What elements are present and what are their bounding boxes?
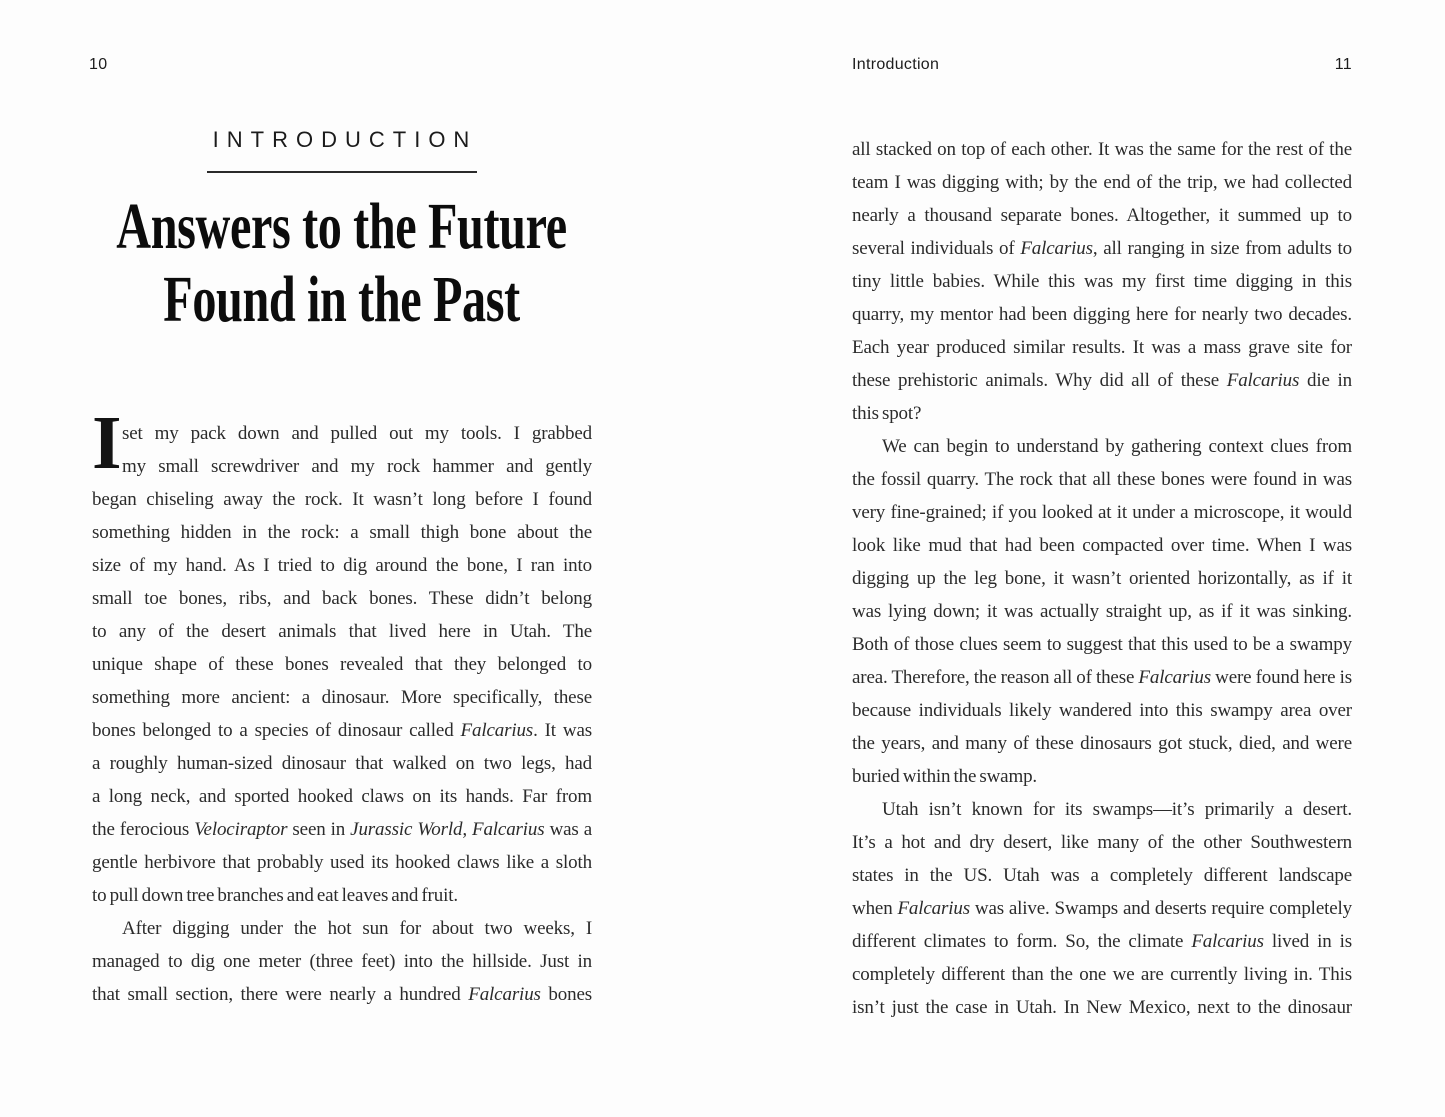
text-line xyxy=(852,430,1352,463)
text-line xyxy=(852,892,1352,925)
text-line xyxy=(852,529,1352,562)
body-text: bones xyxy=(540,984,592,1005)
text-line xyxy=(852,661,1352,694)
body-text: buried within the swamp. xyxy=(852,766,1038,787)
text-line xyxy=(92,846,592,879)
body-text: lived in is xyxy=(1263,931,1352,952)
text-line xyxy=(852,133,1352,166)
body-text: different climates to form. So, the climate xyxy=(852,931,1192,952)
body-text: It’s a hot and dry desert, like many of the other Southwestern xyxy=(852,832,1352,853)
text-line xyxy=(852,331,1352,364)
body-text: Each year produced similar results. It was a mass grave site for xyxy=(852,337,1352,358)
text-line xyxy=(92,615,592,648)
italic-text: Falcarius xyxy=(1138,667,1211,688)
body-text: set my pack down and pulled out my tools. I grabbed xyxy=(122,423,592,444)
page-number-right: 11 xyxy=(1334,56,1352,73)
text-line xyxy=(852,265,1352,298)
body-text: when xyxy=(852,898,898,919)
body-text: a long neck, and sported hooked claws on its hands. Far from xyxy=(92,786,592,807)
text-line xyxy=(92,945,592,978)
text-line xyxy=(852,496,1352,529)
body-text: very fine-grained; if you looked at it under a microscope, it would xyxy=(852,502,1352,523)
body-text: several individuals of xyxy=(852,238,1021,259)
body-text: unique shape of these bones revealed that they belonged to xyxy=(92,654,592,675)
body-text: quarry, my mentor had been digging here for nearly two decades. xyxy=(852,304,1352,325)
right-page-header xyxy=(852,56,1352,74)
body-text: After digging under the hot sun for about two weeks, I xyxy=(122,918,592,939)
text-line xyxy=(92,813,592,846)
text-line xyxy=(852,397,1352,430)
text-line xyxy=(92,648,592,681)
text-line xyxy=(92,549,592,582)
body-text: this spot? xyxy=(852,403,922,424)
italic-text: Falcarius xyxy=(1191,931,1264,952)
italic-text: Falcarius xyxy=(471,819,545,840)
body-text: isn’t just the case in Utah. In New Mexico, next to the dinosaur xyxy=(852,997,1352,1018)
body-text: Both of those clues seem to suggest that this used to be a swampy xyxy=(852,634,1352,655)
body-text: something hidden in the rock: a small thigh bone about the xyxy=(92,522,592,543)
text-line xyxy=(92,879,592,912)
right-page xyxy=(852,0,1352,1117)
italic-text: Falcarius xyxy=(460,720,534,741)
body-text: was alive. Swamps and deserts require completely xyxy=(970,898,1352,919)
body-text: , all ranging in size from adults to xyxy=(1092,238,1353,259)
text-line xyxy=(92,912,592,945)
body-text: the fossil quarry. The rock that all these bones were found in was xyxy=(852,469,1352,490)
chapter-title-line-2: Found in the Past xyxy=(163,263,521,336)
text-line xyxy=(852,727,1352,760)
page-number-left: 10 xyxy=(89,56,108,73)
body-text: nearly a thousand separate bones. Altogether, it summed up to xyxy=(852,205,1352,226)
running-header: Introduction xyxy=(852,56,940,73)
text-line xyxy=(92,978,592,1011)
text-line xyxy=(852,232,1352,265)
body-text: something more ancient: a dinosaur. More specifically, these xyxy=(92,687,592,708)
right-page-body xyxy=(852,133,1352,1024)
chapter-title xyxy=(117,190,567,336)
text-line xyxy=(852,595,1352,628)
text-line xyxy=(852,628,1352,661)
text-line xyxy=(852,562,1352,595)
body-text: that small section, there were nearly a hundred xyxy=(92,984,469,1005)
body-text: completely different than the one we are currently living in. This xyxy=(852,964,1352,985)
text-line xyxy=(92,780,592,813)
body-text: were found here is xyxy=(1210,667,1352,688)
text-line xyxy=(852,760,1352,793)
chapter-kicker-wrap xyxy=(92,127,592,173)
body-text: bones belonged to a species of dinosaur called xyxy=(92,720,461,741)
text-line xyxy=(852,166,1352,199)
text-line xyxy=(92,483,592,516)
drop-cap: I xyxy=(92,401,122,485)
text-line xyxy=(92,417,592,450)
body-text: managed to dig one meter (three feet) into the hillside. Just in xyxy=(92,951,592,972)
body-text: look like mud that had been compacted over time. When I was xyxy=(852,535,1352,556)
body-text: began chiseling away the rock. It wasn’t long before I found xyxy=(92,489,592,510)
body-text: a roughly human-sized dinosaur that walked on two legs, had xyxy=(92,753,592,774)
text-line xyxy=(92,747,592,780)
body-text: gentle herbivore that probably used its hooked claws like a sloth xyxy=(92,852,592,873)
text-line xyxy=(852,199,1352,232)
body-text: seen in xyxy=(287,819,351,840)
body-text: because individuals likely wandered into this swampy area over xyxy=(852,700,1352,721)
text-line xyxy=(852,859,1352,892)
text-line xyxy=(92,714,592,747)
text-line xyxy=(92,681,592,714)
text-line xyxy=(852,298,1352,331)
left-page-body xyxy=(92,401,592,1011)
body-text: these prehistoric animals. Why did all of these xyxy=(852,370,1227,391)
body-text: digging up the leg bone, it wasn’t oriented horizontally, as if it xyxy=(852,568,1352,589)
body-text: was a xyxy=(544,819,592,840)
body-text: . It was xyxy=(533,720,592,741)
body-text: states in the US. Utah was a completely different landscape xyxy=(852,865,1352,886)
chapter-title-line-1: Answers to the Future xyxy=(116,190,568,263)
text-line xyxy=(92,450,592,483)
text-line xyxy=(92,582,592,615)
text-line xyxy=(852,991,1352,1024)
text-line xyxy=(852,958,1352,991)
body-text: the ferocious xyxy=(92,819,195,840)
italic-text: Falcarius xyxy=(1226,370,1300,391)
italic-text: Velociraptor xyxy=(194,819,288,840)
left-page xyxy=(89,0,592,1117)
body-text: all stacked on top of each other. It was the same for the rest of the xyxy=(852,139,1352,160)
body-text: area. Therefore, the reason all of these xyxy=(852,667,1139,688)
chapter-title-wrap xyxy=(92,190,592,336)
text-line xyxy=(852,793,1352,826)
body-text: was lying down; it was actually straight up, as if it was sinking. xyxy=(852,601,1352,622)
text-line xyxy=(852,463,1352,496)
text-line xyxy=(92,516,592,549)
body-text: tiny little babies. While this was my first time digging in this xyxy=(852,271,1352,292)
italic-text: Falcarius xyxy=(897,898,970,919)
italic-text: Falcarius xyxy=(1020,238,1093,259)
text-line xyxy=(852,925,1352,958)
italic-text: Falcarius xyxy=(468,984,541,1005)
chapter-kicker: INTRODUCTION xyxy=(207,127,478,173)
body-text: We can begin to understand by gathering context clues from xyxy=(882,436,1352,457)
body-text: to pull down tree branches and eat leaves and fruit. xyxy=(92,885,458,906)
body-text: to any of the desert animals that lived here in Utah. The xyxy=(92,621,592,642)
body-text: the years, and many of these dinosaurs got stuck, died, and were xyxy=(852,733,1352,754)
text-line xyxy=(852,826,1352,859)
body-text: Utah isn’t known for its swamps—it’s primarily a desert. xyxy=(882,799,1352,820)
body-text: die in xyxy=(1299,370,1352,391)
text-line xyxy=(852,694,1352,727)
text-line xyxy=(852,364,1352,397)
italic-text: Jurassic World, xyxy=(350,819,467,840)
body-text: size of my hand. As I tried to dig around the bone, I ran into xyxy=(92,555,592,576)
body-text: team I was digging with; by the end of the trip, we had collected xyxy=(852,172,1352,193)
body-text: my small screwdriver and my rock hammer and gently xyxy=(122,456,592,477)
body-text: small toe bones, ribs, and back bones. These didn’t belong xyxy=(92,588,592,609)
